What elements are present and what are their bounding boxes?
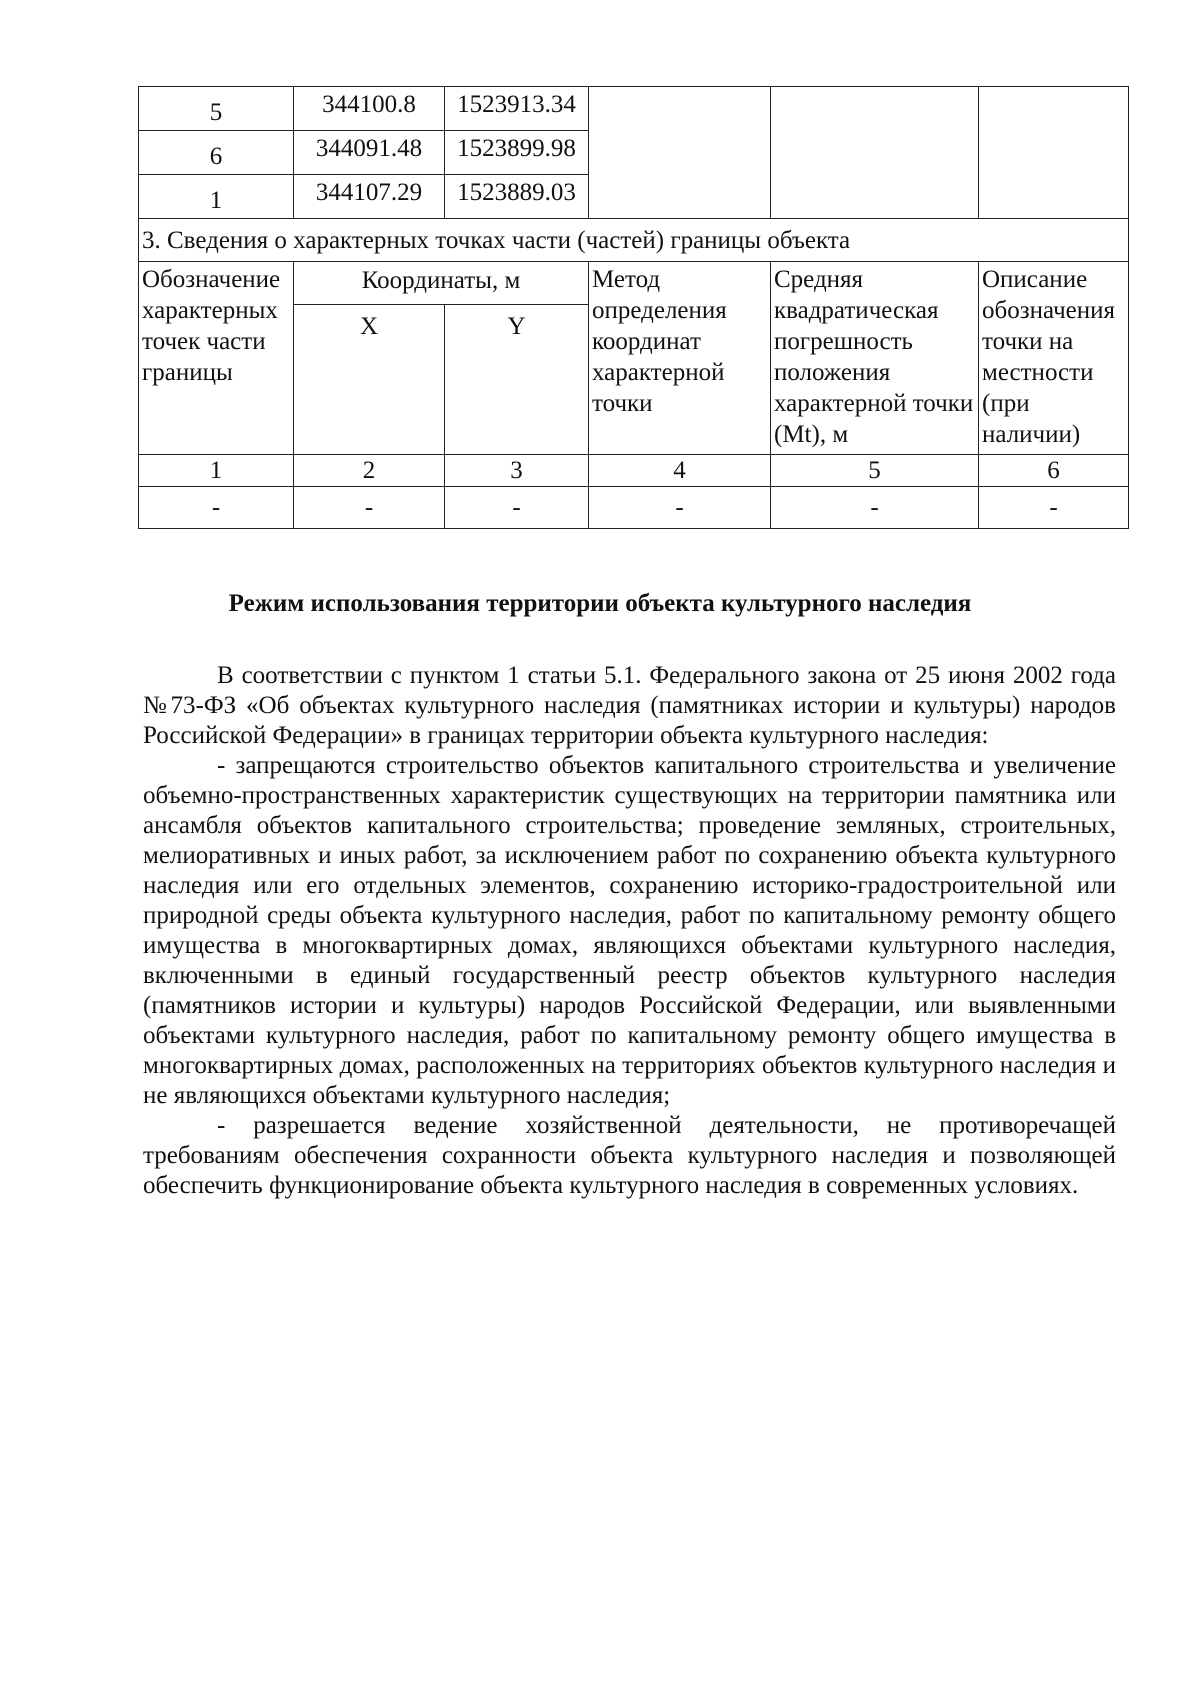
header-row <box>139 262 1129 305</box>
section-title-row <box>139 219 1129 262</box>
paragraph-permissions: - разрешается ведение хозяйственной деятельности, не противоречащей требованиям обеспечения сохранности объекта культурного наследия и позволяющей обеспечить функционирование объекта культурного наследия в современных условиях. <box>143 1112 1116 1199</box>
paragraph-intro: В соответствии с пунктом 1 статьи 5.1. Федерального закона от 25 июня 2002 года №73-ФЗ «Об объектах культурного наследия (памятниках истории и культуры) народов Российской Федерации» в границах территории объекта культурного наследия: <box>143 662 1116 749</box>
col-number: 2 <box>294 455 445 487</box>
col-description-header: Описание обозначения точки на местности (при наличии) <box>979 262 1129 455</box>
empty-cell: - <box>294 487 445 529</box>
coord-y: 1523913.34 <box>445 87 589 131</box>
col-number: 5 <box>771 455 979 487</box>
empty-cell: - <box>771 487 979 529</box>
col-number: 4 <box>589 455 771 487</box>
col-x-header: X <box>294 305 445 455</box>
col-error-header: Средняя квадратическая погрешность положения характерной точки (Mt), м <box>771 262 979 455</box>
table-row <box>139 87 1129 131</box>
col-coords-header: Координаты, м <box>294 262 589 305</box>
coord-y: 1523889.03 <box>445 175 589 219</box>
section3-title: 3. Сведения о характерных точках части (частей) границы объекта <box>139 219 1129 262</box>
col-number: 3 <box>445 455 589 487</box>
empty-cell: - <box>139 487 294 529</box>
column-numbers-row <box>139 455 1129 487</box>
col-number: 1 <box>139 455 294 487</box>
point-number: 1 <box>139 175 294 219</box>
regime-text <box>143 661 1116 1201</box>
col-y-header: Y <box>445 305 589 455</box>
coord-x: 344107.29 <box>294 175 445 219</box>
col-method-header: Метод определения координат характерной точки <box>589 262 771 455</box>
coord-x: 344100.8 <box>294 87 445 131</box>
col-designation-header: Обозначение характерных точек части границы <box>139 262 294 455</box>
point-number: 6 <box>139 131 294 175</box>
error-cell <box>771 87 979 219</box>
empty-cell: - <box>445 487 589 529</box>
coordinates-table <box>138 86 1129 529</box>
coord-x: 344091.48 <box>294 131 445 175</box>
col-number: 6 <box>979 455 1129 487</box>
regime-heading: Режим использования территории объекта культурного наследия <box>228 590 972 617</box>
point-number: 5 <box>139 87 294 131</box>
empty-data-row <box>139 487 1129 529</box>
empty-cell: - <box>979 487 1129 529</box>
empty-cell: - <box>589 487 771 529</box>
coord-y: 1523899.98 <box>445 131 589 175</box>
method-cell <box>589 87 771 219</box>
description-cell <box>979 87 1129 219</box>
paragraph-prohibitions: - запрещаются строительство объектов капитального строительства и увеличение объемно-пространственных характеристик существующих на территории памятника или ансамбля объектов капитального строительства; проведение земляных, строительных, мелиоративных и иных работ, за исключением работ по сохранению объекта культурного наследия или его отдельных элементов, сохранению историко-градостроительной или природной среды объекта культурного наследия, работ по капитальному ремонту общего имущества в многоквартирных домах, являющихся объектами культурного наследия, включенными в единый государственный реестр объектов культурного наследия (памятников истории и культуры) народов Российской Федерации, или выявленными объектами культурного наследия, работ по капитальному ремонту общего имущества в многоквартирных домах, расположенных на территориях объектов культурного наследия и не являющихся объектами культурного наследия; <box>143 752 1116 1109</box>
